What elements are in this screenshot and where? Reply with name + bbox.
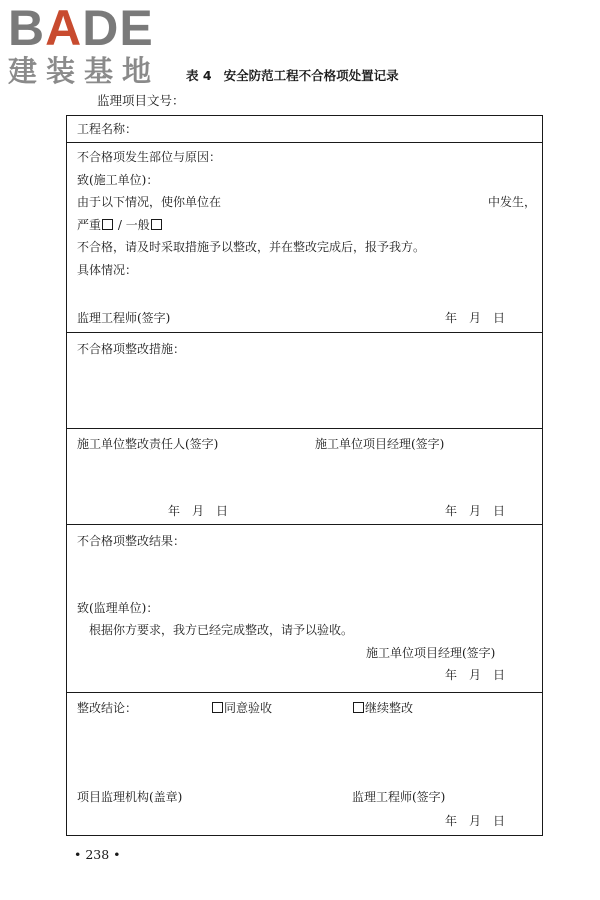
project-name-label: 工程名称： [77,122,138,136]
conclusion-label: 整改结论： [77,701,138,715]
to-supervisor: 致(监理单位)： [77,601,159,615]
logo-subtitle: 建装基地 [8,54,161,88]
date-field: 年 月 日 [445,311,506,325]
nonconformity-section [67,142,542,333]
severity-general: 一般 [125,218,150,232]
result-label: 不合格项整改结果： [77,534,186,548]
doc-number-label: 监理项目文号： [97,93,185,108]
rectification-result-section [67,524,542,693]
record-form [66,115,543,836]
agree-option [211,700,272,716]
location-reason-label: 不合格项发生部位与原因： [77,150,222,164]
date-field: 年 月 日 [445,668,506,682]
conclusion-section [67,692,542,836]
agree-checkbox[interactable] [212,702,223,713]
logo-wordmark: BADE [8,0,154,56]
corrective-measures-section [67,332,542,429]
table-number: 表 4 [186,68,212,83]
table-title [186,66,399,84]
page-number: • 238 • [74,847,121,862]
agree-label: 同意验收 [224,701,273,715]
bade-logo [8,2,184,88]
date-field: 年 月 日 [445,814,506,828]
instruction-text: 不合格，请及时采取措施予以整改，并在整改完成后，报予我方。 [77,240,426,254]
due-line: 由于以下情况，使你单位在 [77,195,222,209]
measures-label: 不合格项整改措施： [77,342,186,356]
org-seal-label: 项目监理机构(盖章) [77,790,183,804]
completion-statement: 根据你方要求，我方已经完成整改，请予以验收。 [89,623,354,637]
to-contractor: 致(施工单位)： [77,173,159,187]
date-field: 年 月 日 [445,504,506,518]
occur-line: 中发生， [488,195,537,209]
continue-label: 继续整改 [365,701,414,715]
severity-general-checkbox[interactable] [151,219,162,230]
continue-checkbox[interactable] [353,702,364,713]
date-field: 年 月 日 [168,504,229,518]
manager-sign-label: 施工单位项目经理(签字) [366,646,496,660]
project-name-row [67,116,542,143]
responsible-sign-label: 施工单位整改责任人(签字) [77,437,219,451]
severity-serious: 严重 [77,218,102,232]
severity-serious-checkbox[interactable] [102,219,113,230]
engineer-sign-label: 监理工程师(签字) [352,790,446,804]
manager-sign-label: 施工单位项目经理(签字) [315,437,445,451]
continue-option [352,700,413,716]
severity-line [77,217,163,233]
contractor-sign-section [67,428,542,525]
severity-separator: / [117,218,122,232]
engineer-sign-label: 监理工程师(签字) [77,311,171,325]
table-title-text: 安全防范工程不合格项处置记录 [223,68,399,83]
details-label: 具体情况： [77,263,138,277]
